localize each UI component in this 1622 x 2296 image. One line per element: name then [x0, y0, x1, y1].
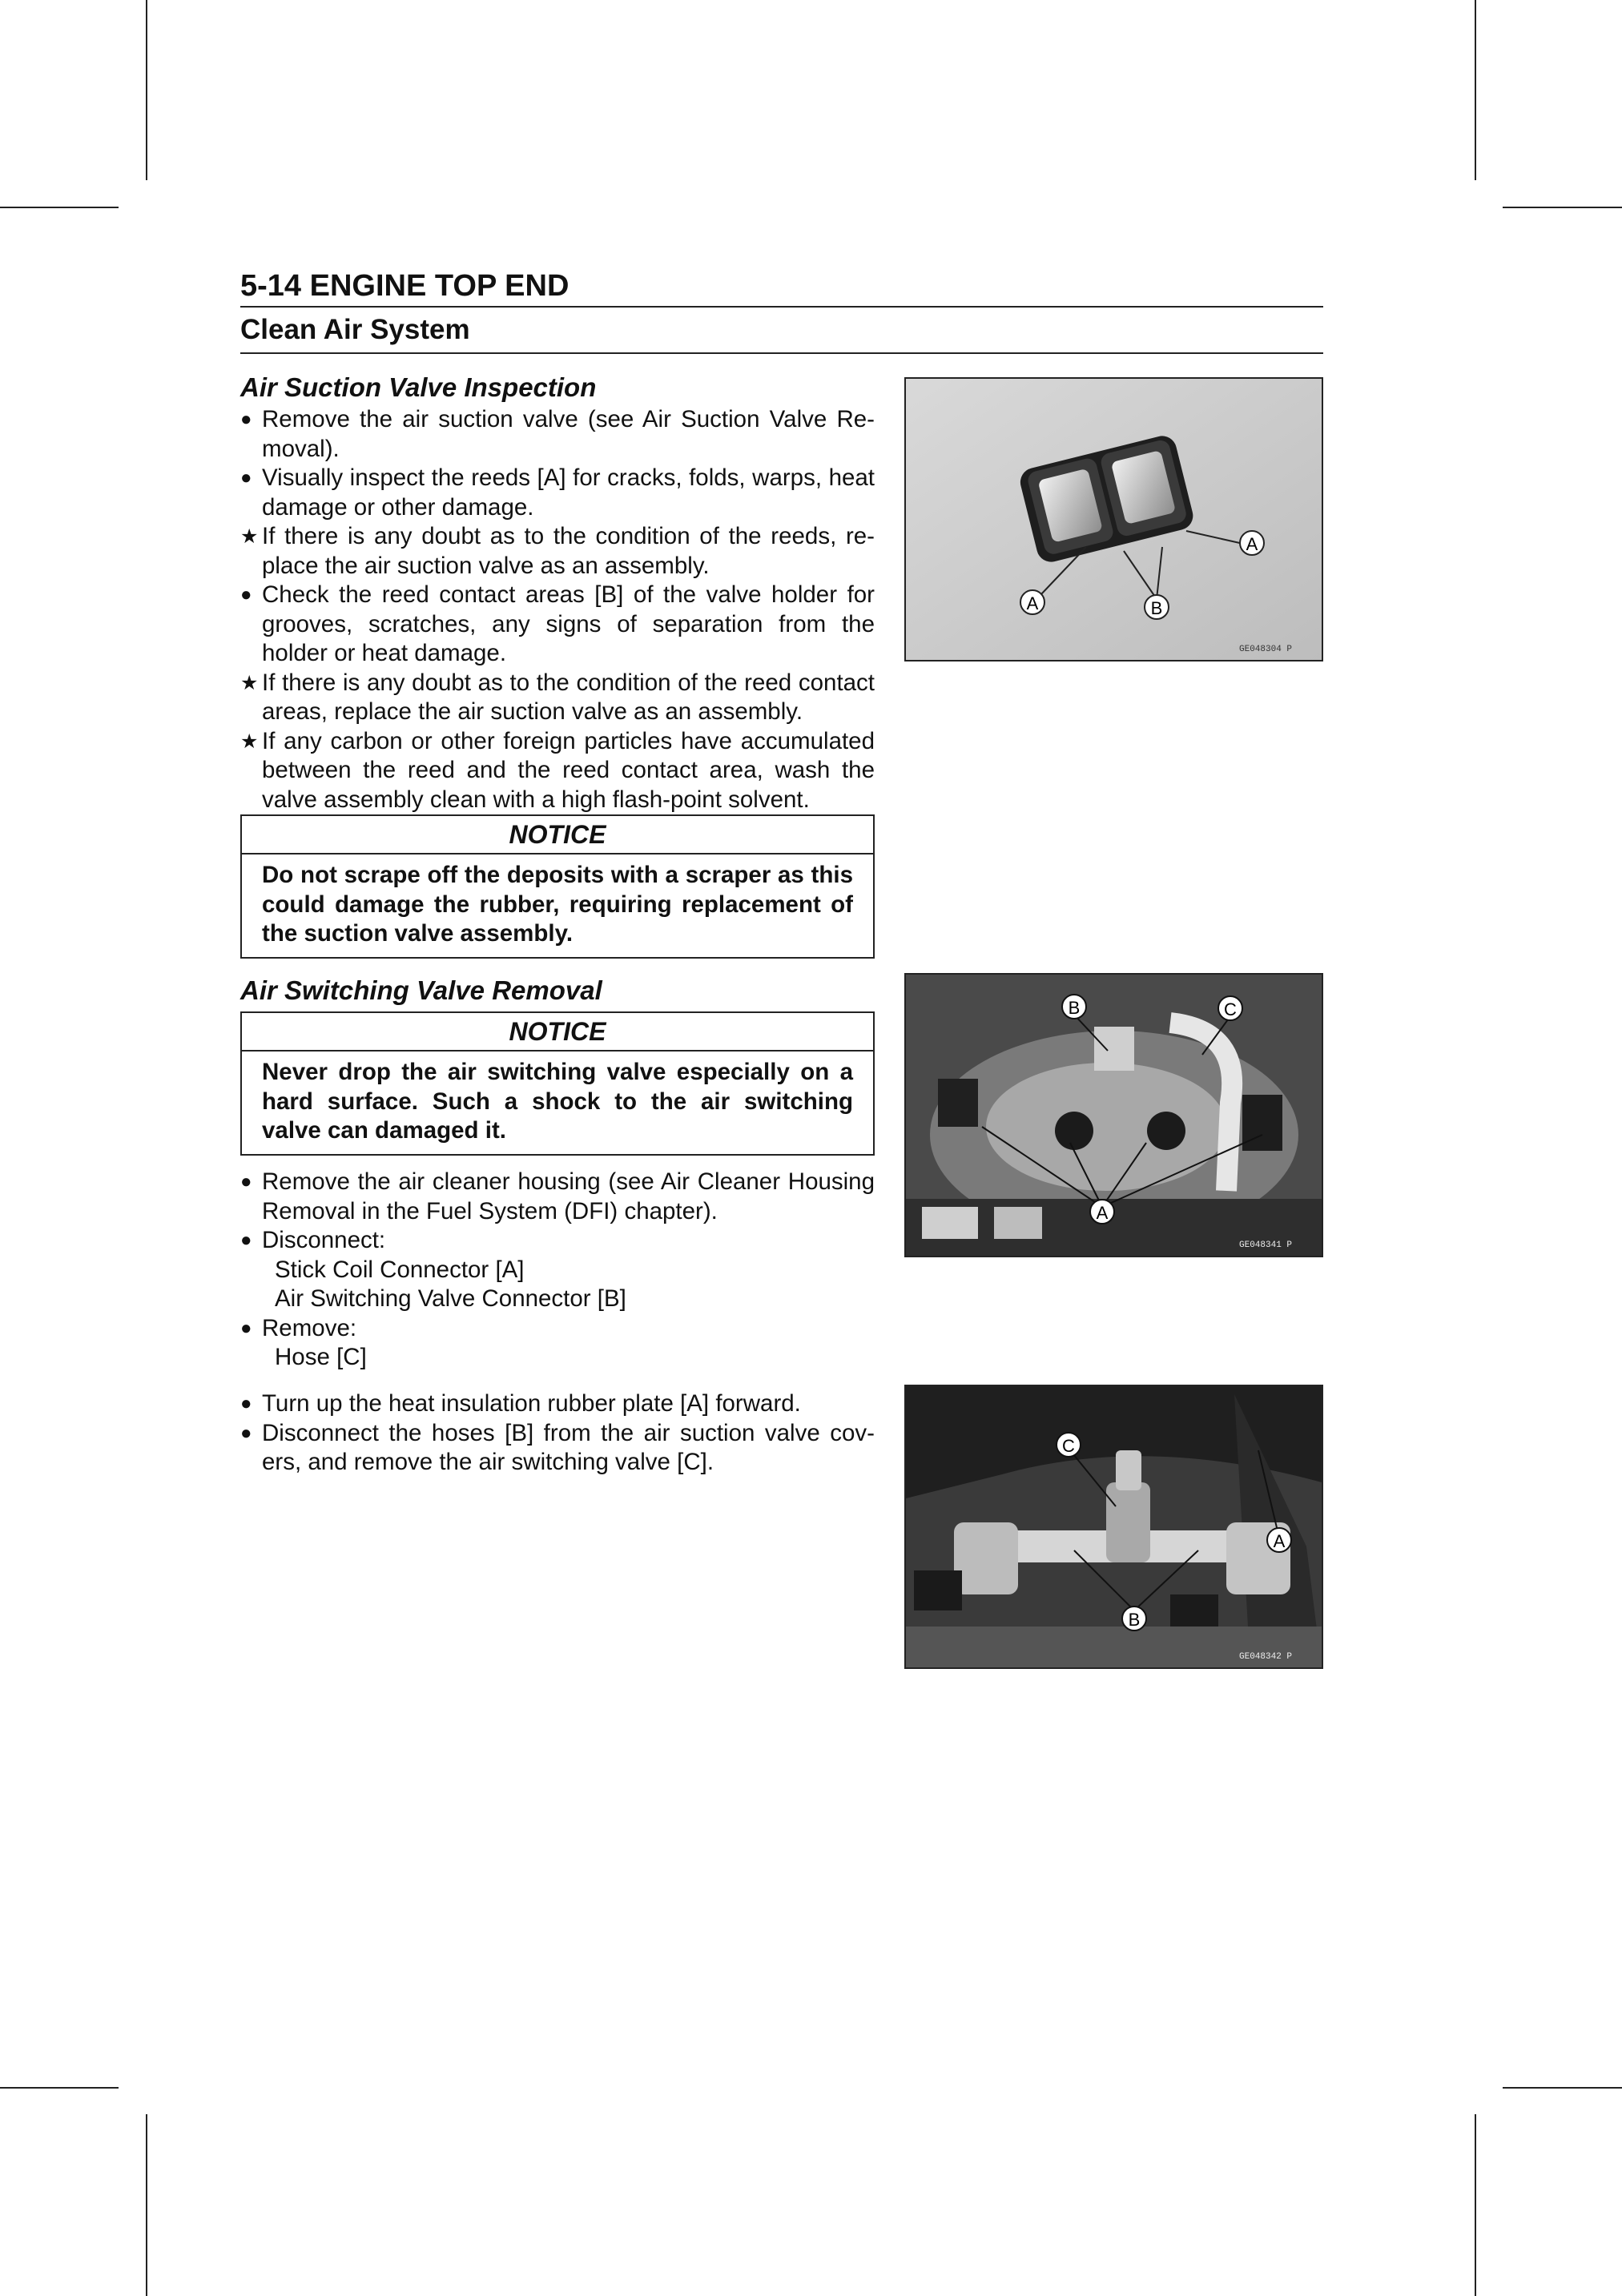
bullet-icon: ● — [240, 584, 252, 605]
list-subitem: Hose [C] — [275, 1344, 367, 1370]
crop-mark — [1503, 207, 1622, 208]
bullet-icon: ● — [240, 467, 252, 489]
bullet-icon: ● — [240, 1229, 252, 1251]
list-item: ● Check the reed contact areas [B] of the valve holder for grooves, scratches, any signs of separation from the holder or heat damage. — [240, 581, 875, 666]
crop-mark — [0, 207, 119, 208]
star-icon: ★ — [240, 525, 259, 548]
callout-label: A — [1273, 1531, 1286, 1551]
notice-box-drop — [240, 1011, 875, 1156]
removal-section — [240, 975, 875, 1008]
list-item: ● Disconnect: — [240, 1226, 875, 1256]
notice-body: Do not scrape off the deposits with a scraper as this could damage the rubber, requiring replacement of the suction valve assembly. — [262, 862, 853, 947]
crop-mark — [146, 0, 147, 180]
crop-mark — [1475, 0, 1476, 180]
list-subitem: Air Switching Valve Connector [B] — [275, 1285, 626, 1312]
notice-title: NOTICE — [242, 816, 873, 854]
page-title: 5-14 ENGINE TOP END — [240, 269, 570, 303]
callout-label: A — [1026, 593, 1039, 613]
callout-label: A — [1246, 534, 1258, 554]
notice-body: Never drop the air switching valve especially on a hard surface. Such a shock to the air switching valve can damaged it. — [262, 1059, 853, 1144]
removal-heading: Air Switching Valve Removal — [240, 975, 602, 1005]
connectors-photo-image — [906, 975, 1322, 1256]
list-item: ★ If any carbon or other foreign particles have accumulated between the reed and the reed contact area, wash the valve assembly clean with a high flash-point solvent. — [240, 727, 875, 813]
callout-label: A — [1096, 1203, 1109, 1223]
photo-switching-valve — [904, 1385, 1323, 1669]
inspection-heading: Air Suction Valve Inspection — [240, 372, 597, 402]
photo-code: GE048342 P — [1239, 1652, 1293, 1662]
switching-valve-photo-image — [906, 1386, 1322, 1667]
list-item: ● Remove: — [240, 1314, 875, 1344]
list-item: ● Disconnect the hoses [B] from the air suction valve cov-ers, and remove the air switching valve [C]. — [240, 1419, 875, 1475]
crop-mark — [1475, 2114, 1476, 2296]
bullet-icon: ● — [240, 1317, 252, 1339]
photo-air-suction-valve — [904, 377, 1323, 661]
callout-label: B — [1150, 598, 1163, 618]
valve-photo-image — [906, 379, 1322, 660]
page-header — [240, 266, 1323, 354]
inspection-section — [240, 372, 875, 814]
callout-label: C — [1062, 1436, 1075, 1456]
bullet-icon: ● — [240, 1421, 252, 1444]
list-item: ● Remove the air suction valve (see Air Suction Valve Re-moval). — [240, 406, 875, 462]
notice-title: NOTICE — [242, 1013, 873, 1051]
callout-label: C — [1224, 999, 1237, 1019]
section-rule — [240, 352, 1323, 354]
callout-label: B — [1068, 998, 1081, 1018]
callout-label: B — [1128, 1610, 1141, 1630]
list-item: ● Visually inspect the reeds [A] for cracks, folds, warps, heat damage or other damage. — [240, 464, 875, 521]
list-subitem: Stick Coil Connector [A] — [275, 1256, 525, 1283]
removal-steps-2 — [240, 1389, 875, 1478]
removal-steps-1 — [240, 1168, 875, 1373]
crop-mark — [146, 2114, 147, 2296]
crop-mark — [0, 2087, 119, 2089]
bullet-icon: ● — [240, 1393, 252, 1414]
crop-mark — [1503, 2087, 1622, 2089]
notice-box-scraper — [240, 814, 875, 959]
bullet-icon: ● — [240, 408, 252, 430]
photo-connectors — [904, 973, 1323, 1257]
photo-code: GE048304 P — [1239, 645, 1293, 654]
bullet-icon: ● — [240, 1171, 252, 1192]
list-item: ★ If there is any doubt as to the condition of the reeds, re-place the air suction valve as an assembly. — [240, 523, 875, 579]
star-icon: ★ — [240, 730, 259, 753]
section-title: Clean Air System — [240, 314, 470, 345]
photo-code: GE048341 P — [1239, 1240, 1293, 1250]
list-item: ● Remove the air cleaner housing (see Air Cleaner Housing Removal in the Fuel System (DFI) chapter). — [240, 1168, 875, 1224]
star-icon: ★ — [240, 671, 259, 694]
list-item: ★ If there is any doubt as to the condition of the reed contact areas, replace the air suction valve as an assembly. — [240, 669, 875, 725]
list-item: ● Turn up the heat insulation rubber plate [A] forward. — [240, 1389, 875, 1419]
